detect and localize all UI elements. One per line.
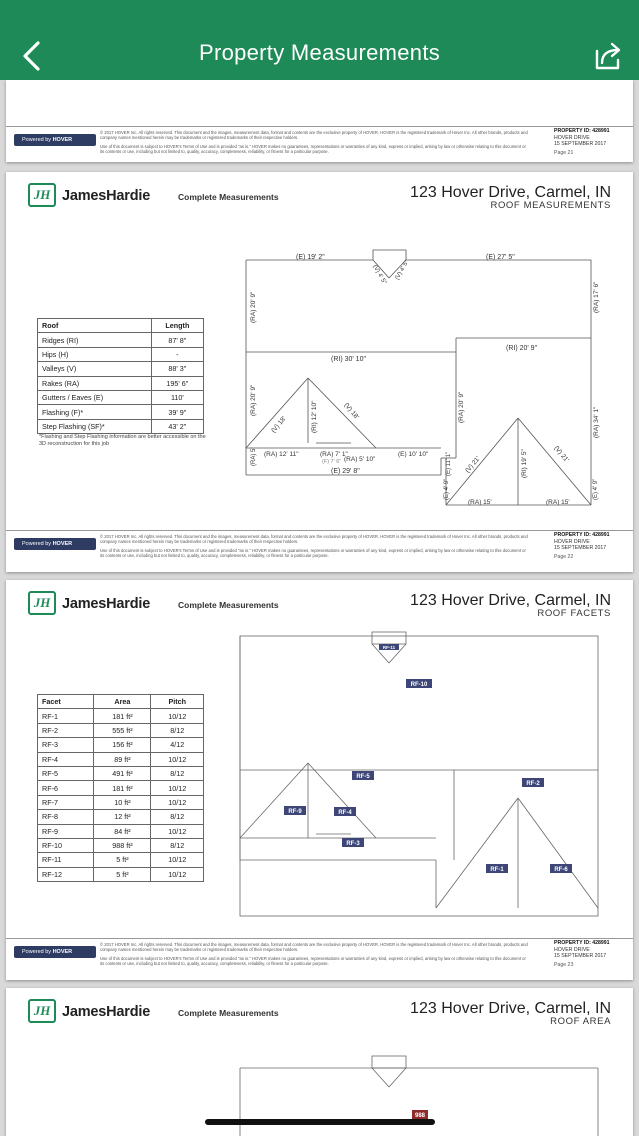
- table-row: RF-5 491 ft² 8/12: [38, 766, 204, 780]
- table-row: Valleys (V) 88' 3": [38, 362, 204, 376]
- table-row: RF-2 555 ft² 8/12: [38, 723, 204, 737]
- facet-tag: [352, 771, 374, 780]
- edge-label: (E) 11' 1": [446, 451, 452, 476]
- edge-label: (E) 19' 2": [296, 254, 325, 261]
- roof-measurement-diagram: [236, 238, 606, 508]
- table-header: Area: [94, 695, 151, 709]
- edge-label: (E) 4' 9": [593, 478, 599, 500]
- edge-label: (F) 7' 6": [322, 459, 342, 465]
- edge-label: (V) 21': [552, 444, 571, 464]
- section-title: ROOF MEASUREMENTS: [490, 200, 611, 211]
- table-row: RF-4 89 ft² 10/12: [38, 752, 204, 766]
- table-row: Step Flashing (SF)* 43' 2": [38, 419, 204, 433]
- page-header: [6, 172, 633, 216]
- edge-label: (RI) 30' 10": [331, 356, 366, 363]
- property-address: 123 Hover Drive, Carmel, IN: [410, 1000, 611, 1017]
- report-subtitle: Complete Measurements: [178, 192, 279, 202]
- svg-text:988: 988: [414, 1113, 426, 1119]
- svg-text:RF-5: RF-5: [356, 774, 370, 780]
- legal-text: © 2017 HOVER Inc. All rights reserved. This document and the images, measurement data, format and contents are the exclusive property of HOVER. HOVER is the registered trademark of Hover Inc. All other brands, products and company names mentioned herein may be trademarks or registered trademarks of their respective holders. Use of this document is subject to HOVER's Terms of Use and is provided "as is." HOVER makes no guarantees, representations or warranties of any kind, express or implied, arising by law or otherwise relating to this document or its contents or use, including but not limited to, quality, accuracy, completeness, reliability, or fitness for a particular purpose.: [100, 942, 528, 966]
- facet-tag: [379, 644, 399, 650]
- brand-name: JamesHardie: [62, 1004, 151, 1020]
- table-row: RF-3 156 ft² 4/12: [38, 738, 204, 752]
- powered-by-hover-badge: Powered by HOVER: [14, 134, 96, 146]
- facet-tag: [342, 838, 364, 847]
- facet-tag: [334, 807, 356, 816]
- roof-facet-table: [37, 694, 204, 882]
- report-page-24: [6, 988, 633, 1136]
- facet-tag: [284, 806, 306, 815]
- edge-label: (RI) 19' 5": [521, 449, 528, 478]
- property-info: PROPERTY ID: 428991 HOVER DRIVE 15 SEPTEMBER 2017 Page 23: [554, 940, 610, 968]
- table-row: RF-1 181 ft² 10/12: [38, 709, 204, 723]
- share-icon[interactable]: [591, 38, 627, 74]
- edge-label: (RA) 5': [251, 447, 257, 466]
- report-subtitle: Complete Measurements: [178, 1008, 279, 1018]
- table-row: Rakes (RA) 195' 6": [38, 376, 204, 390]
- edge-label: (RA) 20' 9": [250, 291, 257, 323]
- jameshardie-logo: JH: [28, 591, 56, 615]
- svg-text:RF-9: RF-9: [288, 809, 302, 815]
- report-page-21: [6, 80, 633, 162]
- legal-text: © 2017 HOVER Inc. All rights reserved. This document and the images, measurement data, format and contents are the exclusive property of HOVER. HOVER is the registered trademark of Hover Inc. All other brands, products and company names mentioned herein may be trademarks or registered trademarks of their respective holders. Use of this document is subject to HOVER's Terms of Use and is provided "as is." HOVER makes no guarantees, representations or warranties of any kind, express or implied, arising by law or otherwise relating to this document or its contents or use, including but not limited to, quality, accuracy, completeness, reliability, or fitness for a particular purpose.: [100, 130, 528, 154]
- page-header: [6, 580, 633, 624]
- table-row: RF-7 10 ft² 10/12: [38, 795, 204, 809]
- legal-text: © 2017 HOVER Inc. All rights reserved. This document and the images, measurement data, format and contents are the exclusive property of HOVER. HOVER is the registered trademark of Hover Inc. All other brands, products and company names mentioned herein may be trademarks or registered trademarks of their respective holders. Use of this document is subject to HOVER's Terms of Use and is provided "as is." HOVER makes no guarantees, representations or warranties of any kind, express or implied, arising by law or otherwise relating to this document or its contents or use, including but not limited to, quality, accuracy, completeness, reliability, or fitness for a particular purpose.: [100, 534, 528, 558]
- page-footer: [6, 938, 633, 980]
- table-header: Pitch: [151, 695, 204, 709]
- edge-label: (RI) 20' 9": [506, 345, 538, 352]
- jameshardie-logo: JH: [28, 999, 56, 1023]
- edge-label: (RA) 34' 1": [593, 406, 600, 438]
- nav-title: Property Measurements: [198, 40, 441, 65]
- table-row: Hips (H) -: [38, 347, 204, 361]
- edge-label: (RA) 17' 6": [593, 281, 600, 313]
- table-row: RF-11 5 ft² 10/12: [38, 853, 204, 867]
- report-page-22: [6, 172, 633, 572]
- powered-by-hover-badge: Powered by HOVER: [14, 538, 96, 550]
- svg-text:RF-6: RF-6: [554, 867, 568, 873]
- property-address: 123 Hover Drive, Carmel, IN: [410, 592, 611, 609]
- edge-label: (RA) 15': [546, 499, 570, 506]
- table-row: RF-6 181 ft² 10/12: [38, 781, 204, 795]
- table-row: RF-9 84 ft² 10/12: [38, 824, 204, 838]
- table-row: RF-10 988 ft² 8/12: [38, 838, 204, 852]
- svg-text:RF-11: RF-11: [382, 645, 396, 650]
- table-row: RF-12 5 ft² 10/12: [38, 867, 204, 881]
- property-address: 123 Hover Drive, Carmel, IN: [410, 184, 611, 201]
- facet-tag: [486, 864, 508, 873]
- section-title: ROOF FACETS: [537, 608, 611, 619]
- edge-label: (RA) 12' 11": [264, 451, 299, 458]
- report-page-23: [6, 580, 633, 980]
- edge-label: (RA) 20' 9": [250, 384, 257, 416]
- svg-text:RF-3: RF-3: [346, 841, 360, 847]
- table-row: Gutters / Eaves (E) 110': [38, 390, 204, 404]
- powered-by-hover-badge: Powered by HOVER: [14, 946, 96, 958]
- facet-tag: [406, 679, 432, 688]
- edge-label: (V) 18': [342, 401, 361, 421]
- facet-tag: [550, 864, 572, 873]
- roof-facets-diagram: [236, 628, 606, 918]
- report-subtitle: Complete Measurements: [178, 600, 279, 610]
- page-header: [6, 988, 633, 1032]
- property-info: PROPERTY ID: 428991 HOVER DRIVE 15 SEPTEMBER 2017 Page 21: [554, 128, 610, 156]
- edge-label: (RA) 15': [468, 499, 492, 506]
- edge-label: (RI) 12' 10": [311, 400, 318, 433]
- table-row: RF-8 12 ft² 8/12: [38, 810, 204, 824]
- edge-label: (E) 27' 5": [486, 254, 515, 261]
- edge-label: (RA) 20' 9": [458, 391, 465, 423]
- table-row: Ridges (RI) 87' 8": [38, 333, 204, 347]
- page-footer: [6, 530, 633, 572]
- table-row: Flashing (F)* 39' 9": [38, 405, 204, 419]
- home-indicator[interactable]: [205, 1119, 435, 1125]
- edge-label: (V) 4' 5": [394, 259, 411, 281]
- section-title: ROOF AREA: [550, 1016, 611, 1027]
- edge-label: (RA) 5' 10": [344, 456, 376, 463]
- table-header: Roof: [38, 319, 152, 333]
- edge-label: (V) 4' 5": [371, 264, 388, 286]
- svg-text:RF-1: RF-1: [490, 867, 504, 873]
- edge-label: (V) 21': [464, 455, 482, 475]
- brand-name: JamesHardie: [62, 188, 151, 204]
- page-footer: [6, 126, 633, 162]
- edge-label: (E) 4' 9": [444, 478, 450, 500]
- table-header: Length: [151, 319, 203, 333]
- jameshardie-logo: JH: [28, 183, 56, 207]
- edge-label: (E) 10' 10": [398, 451, 429, 458]
- facet-tag: [522, 778, 544, 787]
- edge-label: (RA) 7' 1": [320, 451, 348, 458]
- report-scroll-view[interactable]: [0, 80, 639, 1136]
- edge-label: (E) 29' 8": [331, 468, 360, 475]
- brand-name: JamesHardie: [62, 596, 151, 612]
- svg-text:RF-2: RF-2: [526, 781, 540, 787]
- svg-text:RF-10: RF-10: [410, 682, 428, 688]
- edge-label: (V) 18': [270, 415, 288, 435]
- table-header: Facet: [38, 695, 94, 709]
- flashing-note: *Flashing and Step Flashing information are better accessible on the 3D reconstruction for this job: [39, 434, 206, 447]
- svg-text:RF-4: RF-4: [338, 810, 352, 816]
- nav-bar: [0, 0, 639, 80]
- area-tag: [412, 1110, 428, 1119]
- roof-length-table: [37, 318, 204, 434]
- property-info: PROPERTY ID: 428991 HOVER DRIVE 15 SEPTEMBER 2017 Page 22: [554, 532, 610, 560]
